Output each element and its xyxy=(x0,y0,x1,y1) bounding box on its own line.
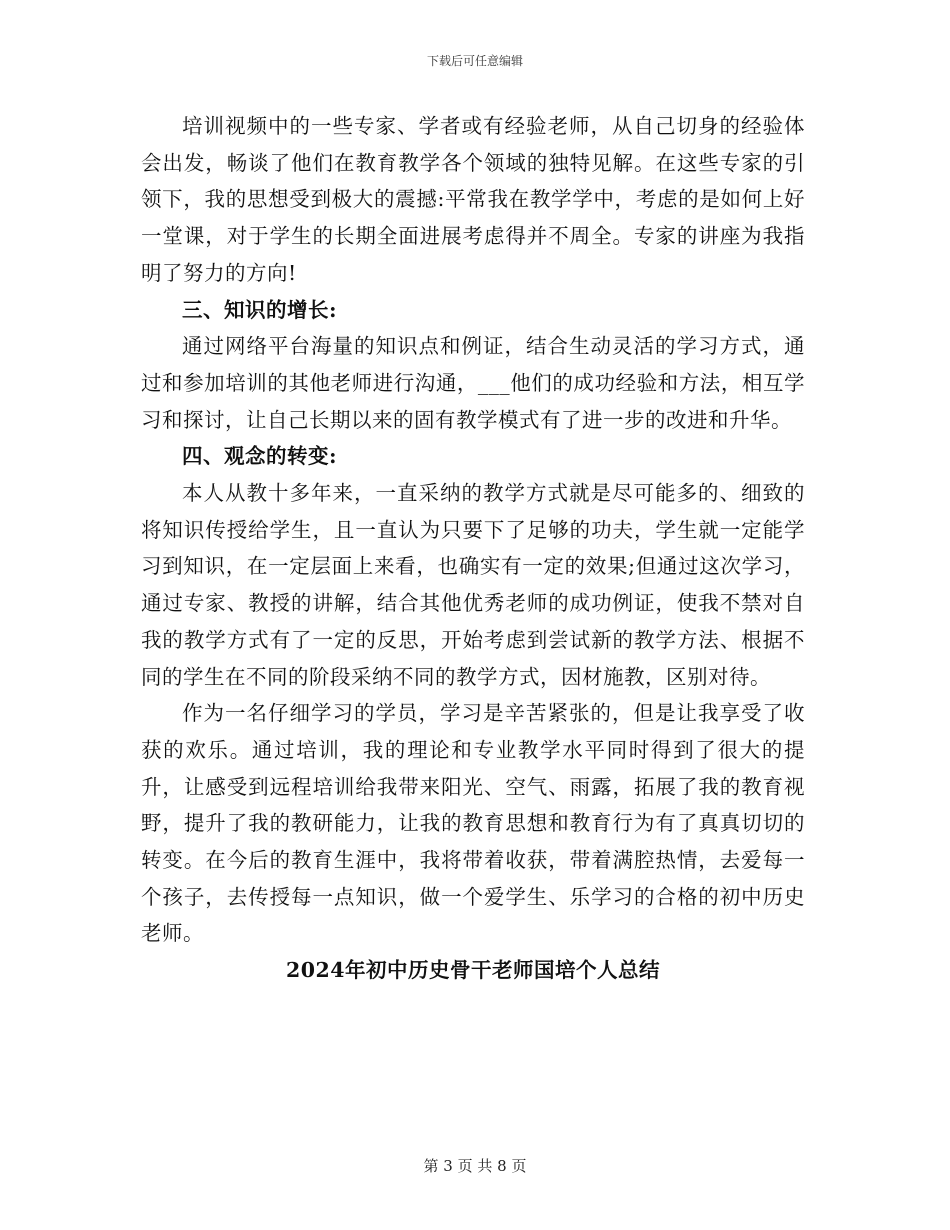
next-document-title: 2024年初中历史骨干老师国培个人总结 xyxy=(285,958,661,983)
paragraph-conclusion: 作为一名仔细学习的学员，学习是辛苦紧张的，但是让我享受了收获的欢乐。通过培训，我的理论和专业教学水平同时得到了很大的提升，让感受到远程培训给我带来阳光、空气、雨露，拓展了我的教育视野，提升了我的教研能力，让我的教育思想和教育行为有了真真切切的转变。在今后的教育生涯中，我将带着收获，带着满腔热情，去爱每一个孩子，去传授每一点知识，做一个爱学生、乐学习的合格的初中历史老师。 xyxy=(141,701,805,946)
page-number-footer: 第 3 页 共 8 页 xyxy=(423,1157,527,1175)
paragraph-expert-insights: 培训视频中的一些专家、学者或有经验老师，从自己切身的经验体会出发，畅谈了他们在教育教学各个领域的独特见解。在这些专家的引领下，我的思想受到极大的震撼:平常我在教学学中，考虑的是如何上好一堂课，对于学生的长期全面进展考虑得并不周全。专家的讲座为我指明了努力的方向! xyxy=(141,114,805,285)
page-header: 下载后可任意编辑 xyxy=(426,54,523,68)
section-heading-knowledge-growth: 三、知识的增长: xyxy=(182,297,338,322)
paragraph-knowledge-growth: 通过网络平台海量的知识点和例证，结合生动灵活的学习方式，通过和参加培训的其他老师进行沟通，___他们的成功经验和方法，相互学习和探讨，让自己长期以来的固有教学模式有了进一步的改进和升华。 xyxy=(141,334,805,432)
paragraph-concept-change: 本人从教十多年来，一直采纳的教学方式就是尽可能多的、细致的将知识传授给学生，且一直认为只要下了足够的功夫，学生就一定能学习到知识，在一定层面上来看，也确实有一定的效果;但通过这次学习，通过专家、教授的讲解，结合其他优秀老师的成功例证，使我不禁对自我的教学方式有了一定的反思，开始考虑到尝试新的教学方法、根据不同的学生在不同的阶段采纳不同的教学方式，因材施教，区别对待。 xyxy=(141,481,805,689)
section-heading-concept-change: 四、观念的转变: xyxy=(182,444,338,469)
document-body xyxy=(141,108,805,989)
